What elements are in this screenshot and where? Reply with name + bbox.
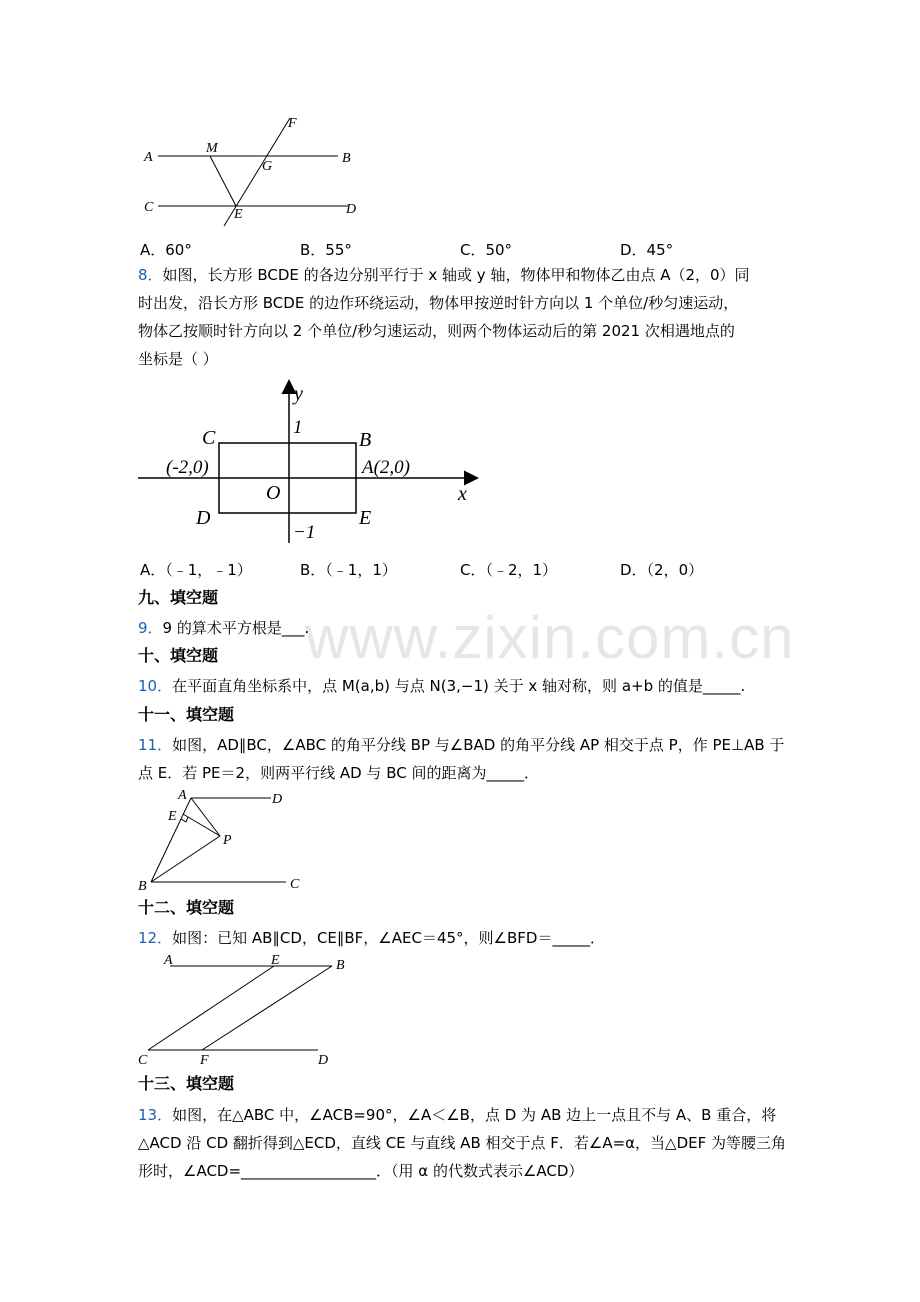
q12-label-d: D xyxy=(318,1053,329,1068)
q7-figure xyxy=(138,110,378,235)
q12-label-a: A xyxy=(164,953,173,968)
q7-label-f: F xyxy=(288,116,297,131)
q7-label-b: B xyxy=(342,151,351,166)
q8-label-e: E xyxy=(359,507,372,529)
q11-label-c: C xyxy=(290,877,300,892)
q8-label-a: A(2,0) xyxy=(362,457,411,478)
q8-label-one: 1 xyxy=(293,417,303,438)
q8-label-c: C xyxy=(202,427,216,449)
q7-label-g: G xyxy=(262,159,273,174)
q8-label-left: (-2,0) xyxy=(166,457,209,478)
q7-label-d: D xyxy=(346,202,357,217)
q8-option-c: C．（﹣2，1） xyxy=(460,561,558,579)
q12-label-f: F xyxy=(200,1053,209,1068)
q10-text: 10．在平面直角坐标系中，点 M(a,b) 与点 N(3,−1) 关于 x 轴对称，则 a+b 的值是_____. xyxy=(138,677,746,695)
q7-option-b: B．55° xyxy=(300,241,352,259)
q8-label-b: B xyxy=(359,429,372,451)
q8-label-y: y xyxy=(294,383,303,405)
q12-label-e: E xyxy=(271,953,280,968)
q7-label-a: A xyxy=(144,150,153,165)
q8-line-4: 坐标是（ ） xyxy=(138,350,218,368)
section-12-heading: 十二、填空题 xyxy=(138,898,235,917)
q9-text: 9．9 的算术平方根是___. xyxy=(138,619,310,637)
q8-label-x: x xyxy=(458,483,467,505)
q7-label-m: M xyxy=(206,141,218,156)
section-13-heading: 十三、填空题 xyxy=(138,1074,235,1093)
section-11-heading: 十一、填空题 xyxy=(138,705,235,724)
q7-label-c: C xyxy=(144,200,154,215)
q12-text: 12．如图：已知 AB∥CD，CE∥BF，∠AEC＝45°，则∠BFD＝_____． xyxy=(138,929,605,947)
q7-option-d: D．45° xyxy=(620,241,674,259)
q11-line-2: 点 E．若 PE＝2，则两平行线 AD 与 BC 间的距离为_____． xyxy=(138,764,539,782)
q11-label-b: B xyxy=(138,879,147,894)
section-10-heading: 十、填空题 xyxy=(138,646,219,665)
q8-option-b: B．（﹣1，1） xyxy=(300,561,397,579)
q8-option-a: A．（﹣1，﹣1） xyxy=(140,561,252,579)
q11-figure xyxy=(136,786,311,894)
q8-label-o: O xyxy=(266,482,281,504)
q13-line-2: △ACD 沿 CD 翻折得到△ECD，直线 CE 与直线 AB 相交于点 F．若∠A=α，当△DEF 为等腰三角 xyxy=(138,1134,787,1152)
section-9-heading: 九、填空题 xyxy=(138,588,219,607)
q7-option-c: C．50° xyxy=(460,241,513,259)
q13-line-1: 13．如图，在△ABC 中，∠ACB=90°，∠A＜∠B，点 D 为 AB 边上一点且不与 A、B 重合，将 xyxy=(138,1106,777,1124)
q11-label-e: E xyxy=(168,809,177,824)
q11-label-p: P xyxy=(223,833,232,848)
q8-figure xyxy=(138,378,483,548)
q12-label-c: C xyxy=(138,1053,148,1068)
q8-label-neg-one: −1 xyxy=(293,522,316,543)
q11-label-a: A xyxy=(178,788,187,803)
q8-option-d: D．（2，0） xyxy=(620,561,704,579)
q7-option-a: A．60° xyxy=(140,241,192,259)
q13-line-3: 形时，∠ACD=__________________．（用 α 的代数式表示∠ACD） xyxy=(138,1162,584,1180)
q12-figure xyxy=(136,950,345,1070)
q7-label-e: E xyxy=(234,207,243,222)
q8-line-3: 物体乙按顺时针方向以 2 个单位/秒匀速运动，则两个物体运动后的第 2021 次相遇地点的 xyxy=(138,322,735,340)
q12-label-b: B xyxy=(336,958,345,973)
q8-line-2: 时出发，沿长方形 BCDE 的边作环绕运动，物体甲按逆时针方向以 1 个单位/秒匀速运动， xyxy=(138,294,739,312)
q8-line-1: 8．如图，长方形 BCDE 的各边分别平行于 x 轴或 y 轴，物体甲和物体乙由点 A（2，0）同 xyxy=(138,266,750,284)
q8-label-d: D xyxy=(196,507,211,529)
q11-label-d: D xyxy=(272,792,283,807)
q11-line-1: 11．如图，AD∥BC，∠ABC 的角平分线 BP 与∠BAD 的角平分线 AP 相交于点 P，作 PE⊥AB 于 xyxy=(138,736,785,754)
watermark: www.zixin.com.cn xyxy=(305,604,795,671)
